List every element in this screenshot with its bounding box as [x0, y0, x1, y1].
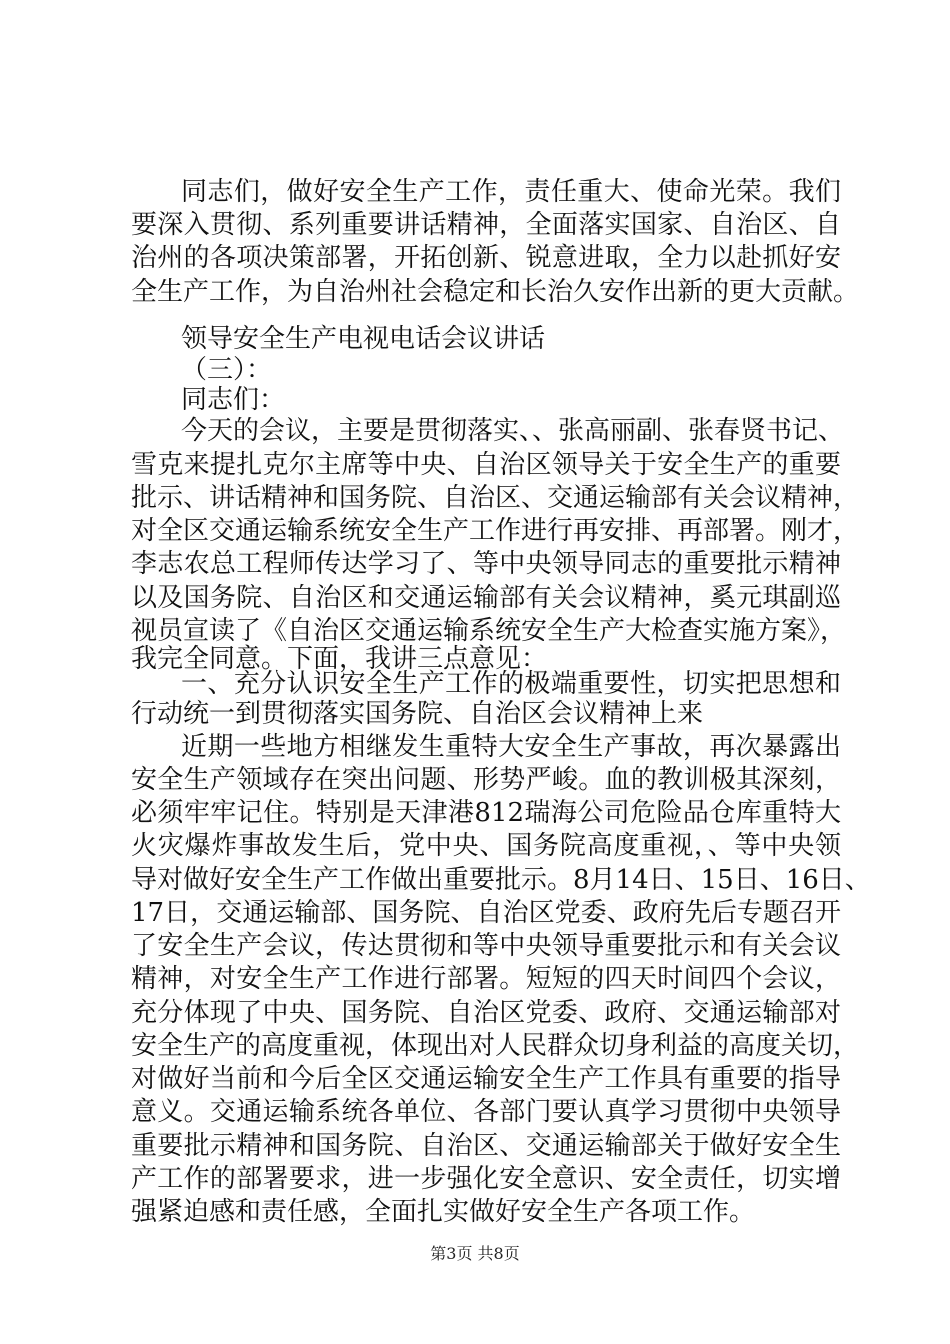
heading-line: 行动统一到贯彻落实国务院、自治区会议精神上来 [131, 699, 704, 729]
paragraph-line: 安全生产的高度重视，体现出对人民群众切身利益的高度关切， [131, 1031, 860, 1061]
section-subtitle: （三）： [181, 355, 273, 385]
paragraph-line: 17日，交通运输部、国务院、自治区党委、政府先后专题召开 [131, 898, 841, 928]
paragraph-line: 火灾爆炸事故发生后，党中央、国务院高度重视，、等中央领 [131, 831, 841, 861]
paragraph-line: 对做好当前和今后全区交通运输安全生产工作具有重要的指导 [131, 1064, 841, 1094]
paragraph-line: 以及国务院、自治区和交通运输部有关会议精神，奚元琪副巡 [131, 583, 841, 613]
paragraph-line: 今天的会议，主要是贯彻落实、、张高丽副、张春贤书记、 [181, 416, 845, 446]
paragraph-line: 治州的各项决策部署，开拓创新、锐意进取，全力以赴抓好安 [131, 243, 841, 273]
paragraph-line: 对全区交通运输系统安全生产工作进行再安排、再部署。刚才， [131, 516, 860, 546]
paragraph-line: 同志们，做好安全生产工作，责任重大、使命光荣。我们 [181, 177, 841, 207]
page-footer: 第3页 共8页 [430, 1244, 520, 1263]
paragraph-line: 强紧迫感和责任感，全面扎实做好安全生产各项工作。 [131, 1197, 756, 1227]
paragraph-line: 雪克来提扎克尔主席等中央、自治区领导关于安全生产的重要 [131, 450, 841, 480]
section-title: 领导安全生产电视电话会议讲话 [181, 324, 546, 354]
paragraph-line: 视员宣读了《自治区交通运输系统安全生产大检查实施方案》， [131, 616, 847, 646]
paragraph-line: 重要批示精神和国务院、自治区、交通运输部关于做好安全生 [131, 1131, 841, 1161]
heading-line: 一、充分认识安全生产工作的极端重要性，切实把思想和 [181, 669, 841, 699]
paragraph-line: 导对做好安全生产工作做出重要批示。8月14日、15日、16日、 [131, 865, 871, 895]
paragraph-line: 充分体现了中央、国务院、自治区党委、政府、交通运输部对 [131, 998, 841, 1028]
paragraph-line: 必须牢牢记住。特别是天津港812瑞海公司危险品仓库重特大 [131, 798, 841, 828]
paragraph-line: 全生产工作，为自治州社会稳定和长治久安作出新的更大贡献。 [131, 277, 860, 307]
paragraph-line: 产工作的部署要求，进一步强化安全意识、安全责任，切实增 [131, 1164, 841, 1194]
paragraph-line: 精神，对安全生产工作进行部署。短短的四天时间四个会议， [131, 964, 841, 994]
paragraph-line: 近期一些地方相继发生重特大安全生产事故，再次暴露出 [181, 732, 841, 762]
paragraph-line: 批示、讲话精神和国务院、自治区、交通运输部有关会议精神， [131, 483, 860, 513]
paragraph-line: 安全生产领域存在突出问题、形势严峻。血的教训极其深刻， [131, 765, 841, 795]
paragraph-line: 要深入贯彻、系列重要讲话精神，全面落实国家、自治区、自 [131, 210, 841, 240]
paragraph-line: 李志农总工程师传达学习了、等中央领导同志的重要批示精神 [131, 549, 841, 579]
salutation: 同志们： [181, 385, 286, 415]
paragraph-line: 意义。交通运输系统各单位、各部门要认真学习贯彻中央领导 [131, 1097, 841, 1127]
paragraph-line: 我完全同意。下面，我讲三点意见： [131, 644, 548, 674]
paragraph-line: 了安全生产会议，传达贯彻和等中央领导重要批示和有关会议 [131, 931, 841, 961]
